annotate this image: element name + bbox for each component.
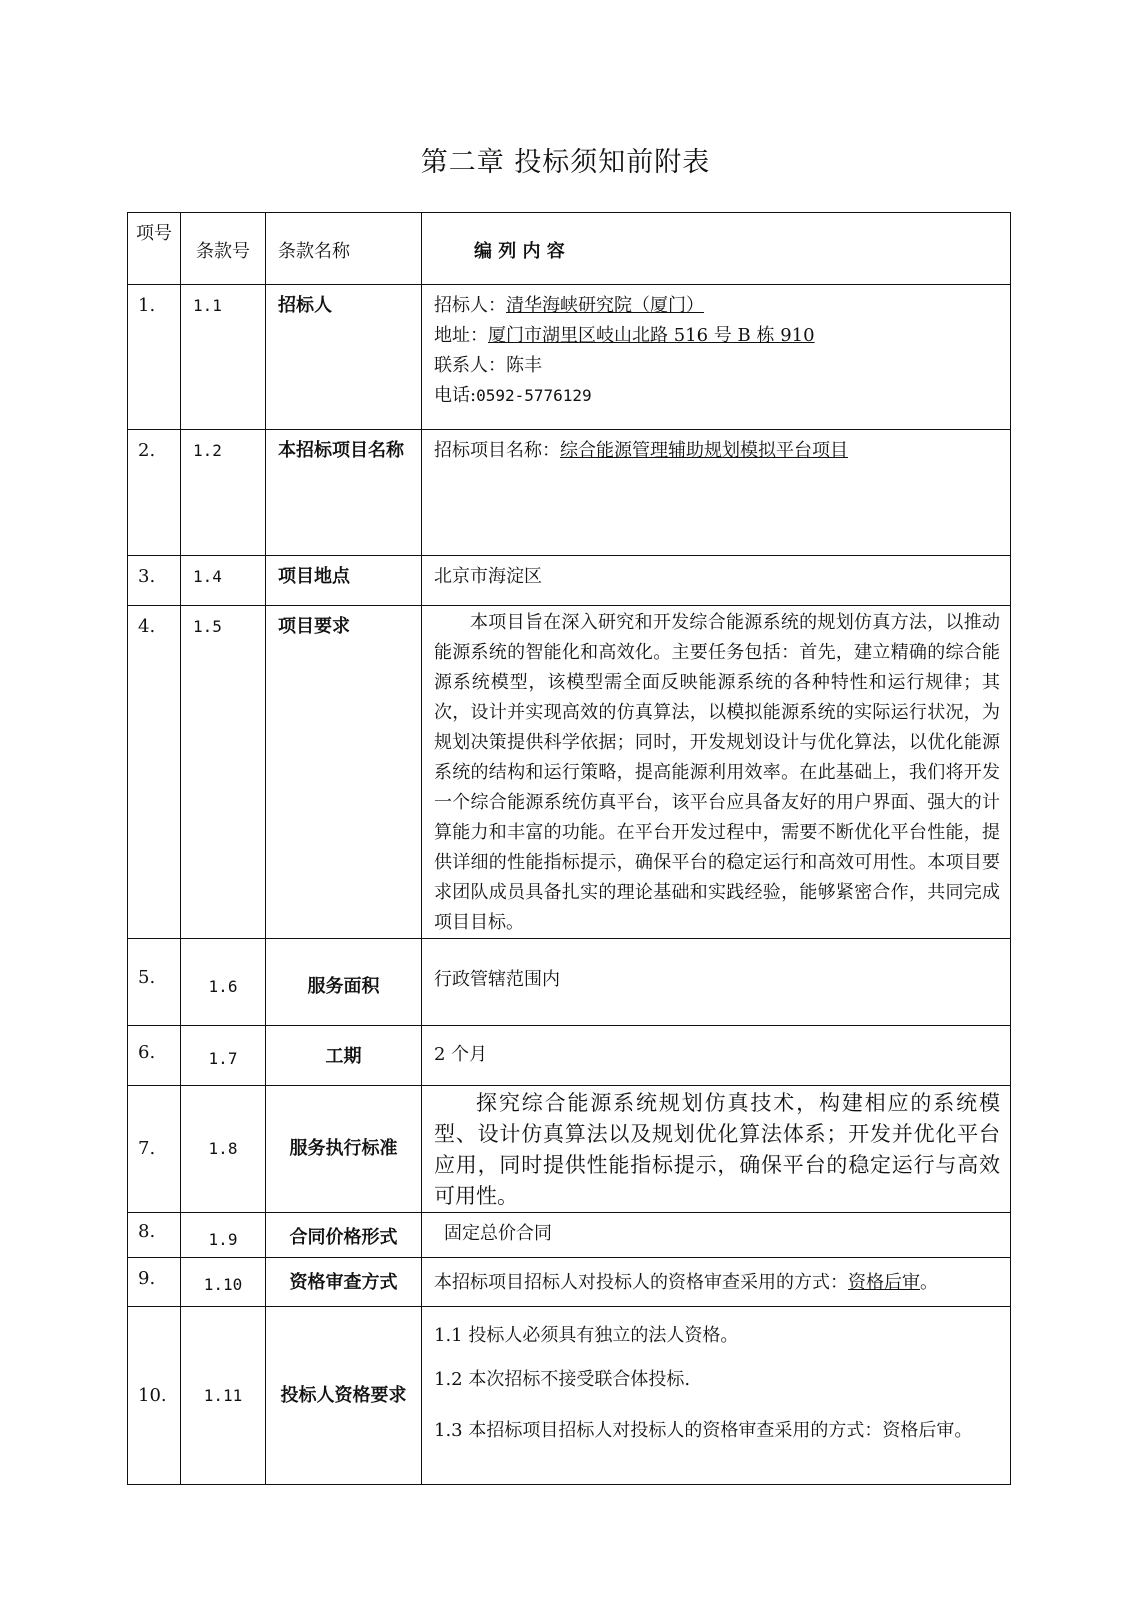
table-row bbox=[128, 1307, 1011, 1485]
row-content bbox=[422, 285, 1011, 430]
row-content: 本招标项目招标人对投标人的资格审查采用的方式：资格后审。 bbox=[422, 1258, 1011, 1307]
row-item-no: 7. bbox=[128, 1086, 181, 1213]
row-item-no: 9. bbox=[128, 1258, 181, 1307]
phone-value: 0592-5776129 bbox=[476, 386, 592, 405]
phone-line: 电话:0592-5776129 bbox=[434, 385, 592, 406]
contact-value: 陈丰 bbox=[506, 355, 542, 376]
row-clause-no: 1.9 bbox=[181, 1213, 266, 1258]
row-clause-no: 1.10 bbox=[181, 1258, 266, 1307]
row-clause-name: 项目要求 bbox=[266, 606, 422, 939]
table-row bbox=[128, 606, 1011, 939]
table-row bbox=[128, 1026, 1011, 1086]
row-clause-name: 服务面积 bbox=[266, 939, 422, 1026]
row-clause-name: 工期 bbox=[266, 1026, 422, 1086]
row-clause-name: 项目地点 bbox=[266, 556, 422, 606]
header-item-no: 项号 bbox=[128, 213, 181, 285]
row-content: 招标项目名称：综合能源管理辅助规划模拟平台项目 bbox=[422, 430, 1011, 556]
row-clause-no: 1.2 bbox=[181, 430, 266, 556]
row-content: 本项目旨在深入研究和开发综合能源系统的规划仿真方法，以推动能源系统的智能化和高效化。主要任务包括：首先，建立精确的综合能源系统模型，该模型需全面反映能源系统的各种特性和运行规律；其次，设计并实现高效的仿真算法，以模拟能源系统的实际运行状况，为规划决策提供科学依据；同时，开发规划设计与优化算法，以优化能源系统的结构和运行策略，提高能源利用效率。在此基础上，我们将开发一个综合能源系统仿真平台，该平台应具备友好的用户界面、强大的计算能力和丰富的功能。在平台开发过程中，需要不断优化平台性能，提供详细的性能指标提示，确保平台的稳定运行和高效可用性。本项目要求团队成员具备扎实的理论基础和实践经验，能够紧密合作，共同完成项目目标。 bbox=[422, 606, 1011, 939]
bid-notice-table bbox=[127, 212, 1011, 1485]
row-clause-name: 招标人 bbox=[266, 285, 422, 430]
row-item-no: 1. bbox=[128, 285, 181, 430]
row-content: 探究综合能源系统规划仿真技术，构建相应的系统模型、设计仿真算法以及规划优化算法体系；开发并优化平台应用，同时提供性能指标提示，确保平台的稳定运行与高效可用性。 bbox=[422, 1086, 1011, 1213]
row-clause-no: 1.7 bbox=[181, 1026, 266, 1086]
table-row bbox=[128, 1086, 1011, 1213]
row-content: 2 个月 bbox=[422, 1026, 1011, 1086]
row-clause-no: 1.8 bbox=[181, 1086, 266, 1213]
qualification-item: 1.1 投标人必须具有独立的法人资格。 bbox=[434, 1325, 739, 1346]
table-row bbox=[128, 556, 1011, 606]
header-clause-name: 条款名称 bbox=[266, 213, 422, 285]
tenderer-line: 招标人：清华海峡研究院（厦门） bbox=[434, 295, 704, 316]
row-item-no: 8. bbox=[128, 1213, 181, 1258]
row-clause-name: 投标人资格要求 bbox=[266, 1307, 422, 1485]
row-item-no: 4. bbox=[128, 606, 181, 939]
header-content: 编 列 内 容 bbox=[422, 213, 1011, 285]
row-item-no: 2. bbox=[128, 430, 181, 556]
project-name: 综合能源管理辅助规划模拟平台项目 bbox=[560, 440, 848, 461]
row-clause-no: 1.11 bbox=[181, 1307, 266, 1485]
table-row bbox=[128, 1258, 1011, 1307]
review-method: 资格后审 bbox=[848, 1272, 920, 1293]
tenderer-name: 清华海峡研究院（厦门） bbox=[506, 295, 704, 316]
row-clause-no: 1.6 bbox=[181, 939, 266, 1026]
row-clause-no: 1.5 bbox=[181, 606, 266, 939]
row-item-no: 6. bbox=[128, 1026, 181, 1086]
header-clause-no: 条款号 bbox=[181, 213, 266, 285]
row-clause-name: 本招标项目名称 bbox=[266, 430, 422, 556]
address-line: 地址：厦门市湖里区岐山北路 516 号 B 栋 910 bbox=[434, 325, 815, 346]
contact-line: 联系人：陈丰 bbox=[434, 355, 542, 376]
row-clause-no: 1.4 bbox=[181, 556, 266, 606]
qualification-item: 1.3 本招标项目招标人对投标人的资格审查采用的方式：资格后审。 bbox=[434, 1420, 973, 1441]
row-content: 固定总价合同 bbox=[422, 1213, 1011, 1258]
row-item-no: 3. bbox=[128, 556, 181, 606]
row-content: 行政管辖范围内 bbox=[422, 939, 1011, 1026]
page-title: 第二章 投标须知前附表 bbox=[420, 147, 711, 178]
qualification-item: 1.2 本次招标不接受联合体投标. bbox=[434, 1369, 691, 1390]
row-item-no: 5. bbox=[128, 939, 181, 1026]
row-clause-name: 合同价格形式 bbox=[266, 1213, 422, 1258]
address-value: 厦门市湖里区岐山北路 516 号 B 栋 910 bbox=[488, 325, 815, 346]
row-clause-name: 资格审查方式 bbox=[266, 1258, 422, 1307]
table-row bbox=[128, 1213, 1011, 1258]
table-header-row bbox=[128, 213, 1011, 285]
row-clause-name: 服务执行标准 bbox=[266, 1086, 422, 1213]
row-clause-no: 1.1 bbox=[181, 285, 266, 430]
row-item-no: 10. bbox=[128, 1307, 181, 1485]
row-content: 北京市海淀区 bbox=[422, 556, 1011, 606]
table-row bbox=[128, 430, 1011, 556]
table-row bbox=[128, 285, 1011, 430]
table-row bbox=[128, 939, 1011, 1026]
row-content bbox=[422, 1307, 1011, 1485]
